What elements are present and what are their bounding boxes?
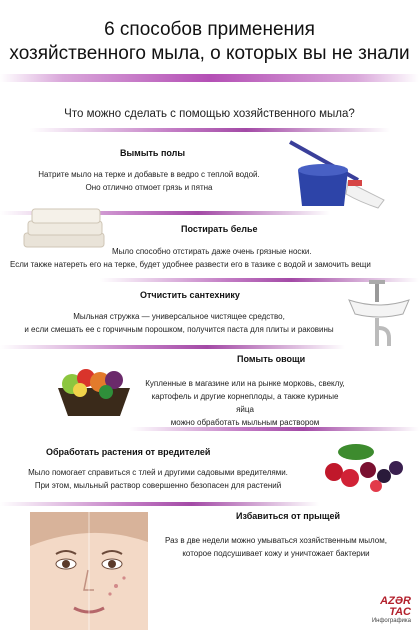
section-1-line-2: Оно отлично отмоет грязь и пятна	[85, 183, 213, 192]
section-5-heading: Обработать растения от вредителей	[46, 447, 211, 457]
section-2-line-2: Если также натереть его на терке, будет удобнее развести его в тазике с водой и замочить вещи	[10, 260, 371, 269]
section-2-line-1: Мыло способно отстирать даже очень грязные носки.	[112, 247, 312, 256]
title-line-2: хозяйственного мыла, о которых вы не знали	[9, 43, 410, 64]
logo-name: AZƏR TAC	[380, 595, 411, 618]
logo-subtitle: Инфографика	[371, 618, 411, 624]
question-heading: Что можно сделать с помощью хозяйственного мыла?	[64, 108, 355, 120]
berries-icon	[316, 440, 414, 496]
folded-towels-icon	[20, 205, 110, 251]
section-5-line-1: Мыло помогает справиться с тлей и другими садовыми вредителями.	[28, 468, 288, 477]
section-5-line-2: При этом, мыльный раствор совершенно безопасен для растений	[34, 481, 282, 490]
face-icon	[30, 512, 148, 630]
section-3-heading: Отчистить сантехнику	[140, 290, 240, 300]
section-4-heading: Помыть овощи	[237, 354, 306, 364]
azertac-logo	[359, 596, 411, 624]
section-4-line-2: картофель и другие корнеплоды, а также куриные яйца	[151, 392, 339, 414]
page-title	[0, 18, 419, 66]
section-5-divider	[0, 502, 319, 506]
section-3-text	[14, 310, 344, 336]
mop-bucket-icon	[288, 140, 393, 212]
section-6-line-2: которое подсушивает кожу и уничтожает бактерии	[182, 549, 370, 558]
question-divider	[30, 128, 390, 132]
section-4-line-1: Купленные в магазине или на рынке морковь, свеклу,	[145, 379, 345, 388]
vegetable-basket-icon	[54, 362, 134, 420]
title-divider	[0, 74, 419, 82]
section-4-line-3: можно обработать мыльным раствором	[170, 418, 320, 427]
title-line-1: 6 способов применения	[104, 19, 315, 40]
section-4-text	[145, 377, 345, 429]
section-3-line-2: и если смешать ее с горчичным порошком, получится паста для плиты и раковины	[24, 325, 334, 334]
section-6-text	[150, 534, 402, 560]
section-1-text	[14, 168, 284, 194]
section-1-heading: Вымыть полы	[120, 148, 186, 158]
section-6-line-1: Раз в две недели можно умываться хозяйственным мылом,	[165, 536, 387, 545]
section-1-line-1: Натрите мыло на терке и добавьте в ведро с теплой водой.	[38, 170, 260, 179]
section-5-text	[8, 466, 308, 492]
section-4-divider	[130, 427, 419, 431]
section-2-heading: Постирать белье	[181, 224, 258, 234]
section-6-heading: Избавиться от прыщей	[236, 511, 340, 521]
section-2-text	[10, 245, 419, 271]
section-3-divider	[0, 345, 345, 349]
section-3-line-1: Мыльная стружка — универсальное чистящее средство,	[73, 312, 285, 321]
sink-icon	[345, 278, 413, 350]
